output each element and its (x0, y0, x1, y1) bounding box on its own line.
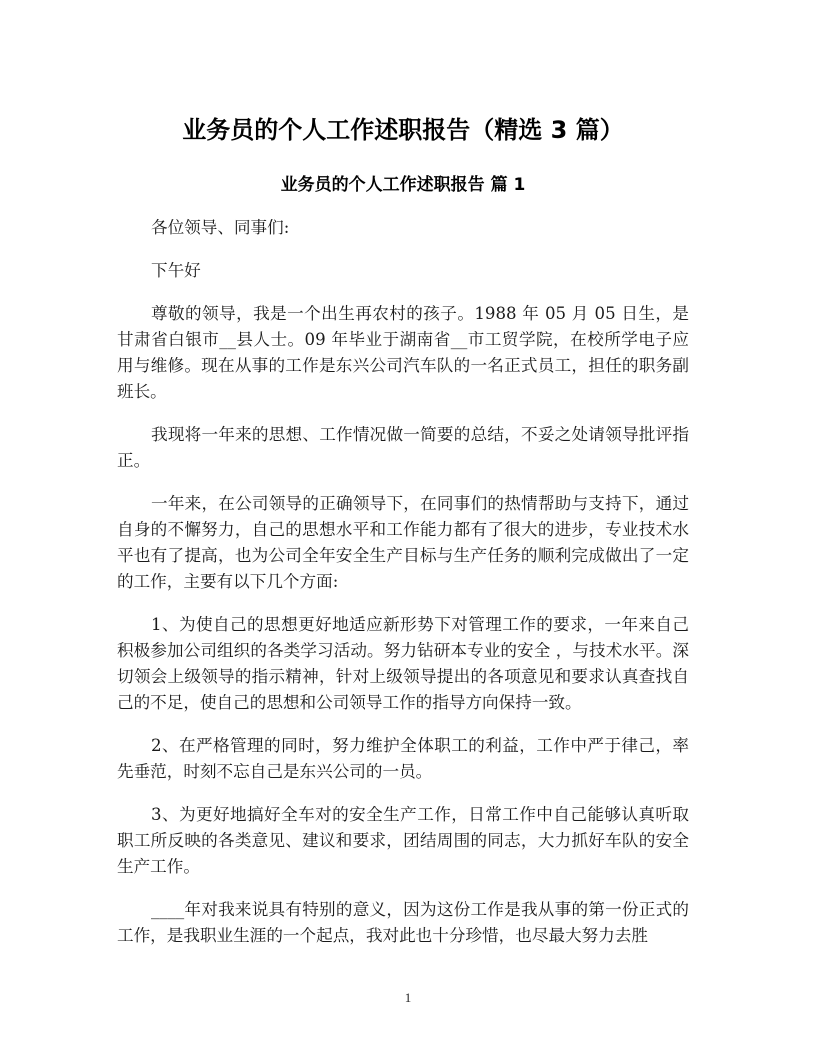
paragraph-overview: 一年来，在公司领导的正确领导下，在同事们的热情帮助与支持下，通过自身的不懈努力，自己的思想水平和工作能力都有了很大的进步，专业技术水平也有了提高，也为公司全年安全生产目标与生产任务的顺利完成做出了一定的工作，主要有以下几个方面: (117, 494, 689, 591)
paragraph-point-2: 2、在严格管理的同时，努力维护全体职工的利益，工作中严于律己，率先垂范，时刻不忘自己是东兴公司的一员。 (117, 736, 689, 781)
salutation: 各位领导、同事们: (151, 218, 290, 237)
paragraph-point-3: 3、为更好地搞好全车对的安全生产工作，日常工作中自己能够认真听取职工所反映的各类意见、建议和要求，团结周围的同志，大力抓好车队的安全生产工作。 (117, 805, 689, 876)
paragraph-self-introduction: 尊敬的领导，我是一个出生再农村的孩子。1988 年 05 月 05 日生，是甘肃省白银市__县人士。09 年毕业于湖南省__市工贸学院，在校所学电子应用与维修。现在从事的工作是东兴公司汽车队的一名正式员工，担任的职务副班长。 (117, 304, 689, 401)
greeting: 下午好 (151, 261, 201, 280)
page-content (117, 112, 689, 966)
document-title: 业务员的个人工作述职报告（精选 3 篇） (182, 116, 624, 144)
paragraph-point-1: 1、为使自己的思想更好地适应新形势下对管理工作的要求，一年来自己积极参加公司组织的各类学习活动。努力钻研本专业的安全 ，与技术水平。深切领会上级领导的指示精神，针对上级领导提出的各项意见和要求认真查找自己的不足，使自己的思想和公司领导工作的指导方向保持一致。 (117, 615, 689, 712)
paragraph-summary-intro: 我现将一年来的思想、工作情况做一简要的总结，不妥之处请领导批评指正。 (117, 425, 689, 470)
section-heading: 业务员的个人工作述职报告 篇 1 (280, 175, 526, 195)
page-number: 1 (404, 990, 412, 1005)
paragraph-year-significance: ____年对我来说具有特别的意义，因为这份工作是我从事的第一份正式的工作，是我职业生涯的一个起点，我对此也十分珍惜，也尽最大努力去胜 (117, 900, 689, 945)
